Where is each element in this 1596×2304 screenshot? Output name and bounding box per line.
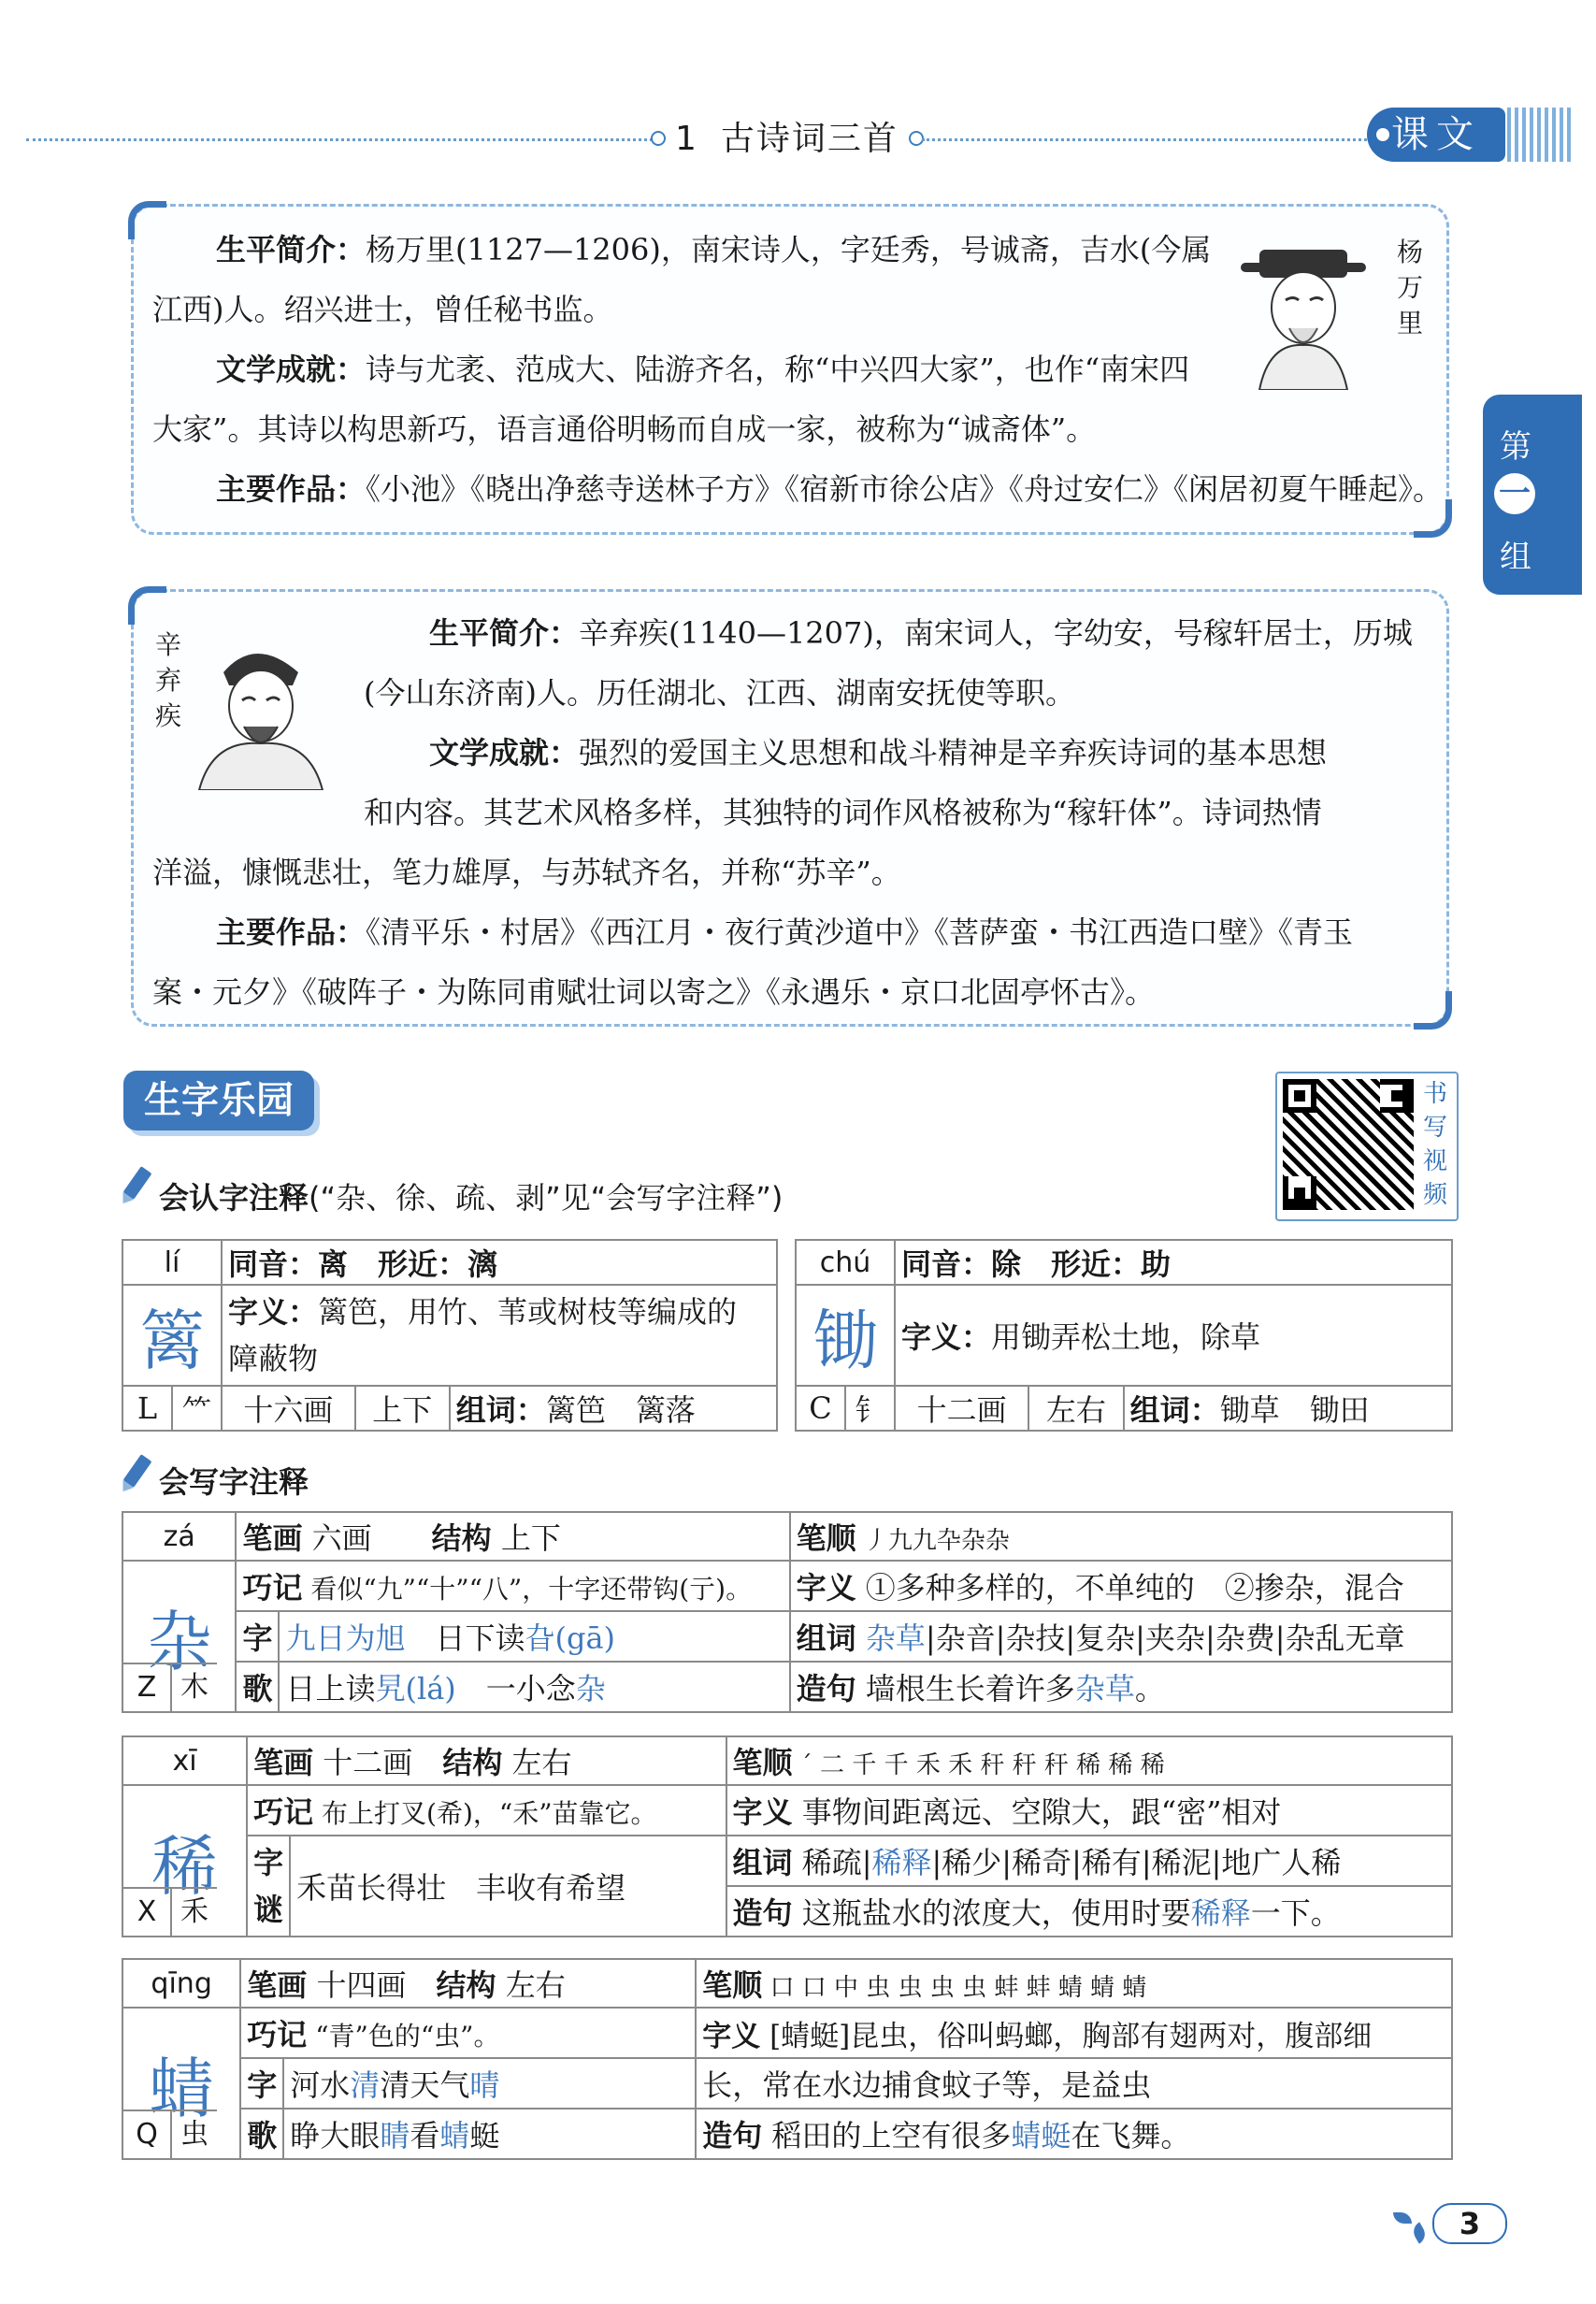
stroke-count: 十二画	[895, 1386, 1028, 1431]
qr-label: 书写视频	[1422, 1080, 1447, 1209]
initial: Q	[123, 2110, 172, 2158]
portrait-xin-qiji	[190, 626, 330, 790]
bio-life-line2: (今山东济南)人。历任湖北、江西、湖南安抚使等职。	[364, 675, 1075, 711]
header-rule-left	[26, 138, 658, 141]
write-card-xi	[122, 1735, 1453, 1937]
portrait-yang-wanli	[1241, 231, 1366, 390]
words: 组词 稀疏|稀释|稀少|稀奇|稀有|稀泥|地广人稀	[726, 1836, 1452, 1886]
strokes-structure: 笔画 六画 结构 上下	[236, 1512, 789, 1561]
stroke-order: 笔顺 丿九九卆杂杂	[790, 1512, 1452, 1561]
section-tab-kewen: 课文	[1367, 108, 1505, 162]
bio-life-line1: 生平简介：杨万里(1127—1206)，南宋诗人，字廷秀，号诚斋，吉水(今属	[216, 232, 1212, 267]
bio-xin-qiji	[131, 589, 1449, 1027]
write-heading: 会写字注释	[159, 1464, 309, 1500]
pinyin: chú	[796, 1240, 895, 1285]
bio-ach-line2: 和内容。其艺术风格多样，其独特的词作风格被称为“稼轩体”。诗词热情	[364, 795, 1322, 830]
words: 组词：锄草 锄田	[1124, 1386, 1452, 1431]
bio-ach-line3: 洋溢，慷慨悲壮，笔力雄厚，与苏轼齐名，并称“苏辛”。	[152, 855, 901, 890]
meaning: 字义 ①多种多样的，不单纯的 ②掺杂，混合	[790, 1561, 1452, 1611]
side-tab-pre: 第	[1500, 428, 1531, 466]
portrait-name-yang-wanli: 杨万里	[1396, 237, 1423, 338]
pinyin: lí	[122, 1240, 222, 1285]
memory-tip: 巧记 “青”色的“虫”。	[240, 2008, 696, 2058]
rhyme-line2: 日上读旯(lá) 一小念杂	[279, 1662, 789, 1712]
same-similar: 同音：离 形近：漓	[222, 1240, 777, 1285]
rhyme-label-ge: 歌	[240, 2109, 283, 2159]
pinyin: qīng	[122, 1959, 240, 2008]
big-character: 稀	[122, 1785, 247, 1937]
unit-side-tab	[1483, 395, 1582, 595]
initial: X	[123, 1887, 172, 1936]
rhyme-label-zi: 字	[236, 1611, 279, 1662]
bio-works-line2: 案・元夕》《破阵子・为陈同甫赋壮词以寄之》《永遇乐・京口北固亭怀古》。	[152, 974, 1156, 1010]
riddle-text: 禾苗长得壮 丰收有希望	[290, 1836, 726, 1937]
pencil-icon	[123, 1166, 152, 1200]
meaning: 字义：篱笆，用竹、苇或树枝等编成的 障蔽物	[222, 1285, 777, 1386]
rhyme-label-zi: 字	[240, 2058, 283, 2109]
radical: ⺮	[172, 1386, 222, 1431]
stroke-order: 笔顺 ˊ 二 千 千 禾 禾 秆 秆 秆 稀 稀 稀	[726, 1736, 1452, 1785]
qr-code-icon	[1283, 1079, 1414, 1210]
structure: 上下	[355, 1386, 450, 1431]
rhyme-line2: 睁大眼睛看蜻蜓	[283, 2109, 696, 2159]
recognize-card-chu	[795, 1239, 1453, 1432]
lesson-title	[675, 112, 921, 160]
sentence: 造句 墙根生长着许多杂草。	[790, 1662, 1452, 1712]
leaf-icon	[1393, 2212, 1412, 2224]
big-character: 锄	[796, 1285, 895, 1386]
pinyin: zá	[122, 1512, 236, 1561]
bio-ach-line2: 大家”。其诗以构思新巧，语言通俗明畅而自成一家，被称为“诚斋体”。	[152, 411, 1097, 447]
rhyme-line1: 九日为旭 日下读旮(gā)	[279, 1611, 789, 1662]
qr-code-video-link[interactable]	[1275, 1072, 1459, 1221]
bio-works-line1: 主要作品：《清平乐・村居》《西江月・夜行黄沙道中》《菩萨蛮・书江西造口壁》《青玉	[216, 914, 1354, 950]
radical: 木	[172, 1663, 217, 1711]
words: 组词 杂草|杂音|杂技|复杂|夹杂|杂费|杂乱无章	[790, 1611, 1452, 1662]
page-number: 3	[1432, 2203, 1507, 2244]
lesson-number: 1	[675, 120, 698, 158]
bio-life-line2: 江西)人。绍兴进士，曾任秘书监。	[152, 292, 613, 327]
words: 组词：篱笆 篱落	[450, 1386, 777, 1431]
meaning-cont: 长，常在水边捕食蚊子等，是益虫	[696, 2058, 1452, 2109]
memory-tip: 巧记 看似“九”“十”“八”，十字还带钩(亍)。	[236, 1561, 789, 1611]
rhyme-label-ge: 歌	[236, 1662, 279, 1712]
sentence: 造句 稻田的上空有很多蜻蜓在飞舞。	[696, 2109, 1452, 2159]
section-banner: 生字乐园	[123, 1071, 314, 1130]
strokes-structure: 笔画 十四画 结构 左右	[240, 1959, 696, 2008]
lesson-name: 古诗词三首	[720, 120, 899, 158]
header-rule-dot	[651, 131, 666, 146]
portrait-name-xin-qiji: 辛弃疾	[154, 629, 181, 731]
rhyme-line1: 河水清清天气晴	[283, 2058, 696, 2109]
radical: 禾	[172, 1887, 217, 1936]
recognize-card-li	[122, 1239, 778, 1432]
pencil-icon	[123, 1454, 152, 1488]
leaf-icon	[1410, 2222, 1429, 2243]
tab-stripe	[1507, 108, 1573, 162]
bio-ach-line1: 文学成就：诗与尤袤、范成大、陆游齐名，称“中兴四大家”，也作“南宋四	[216, 352, 1190, 387]
initial: Z	[123, 1663, 172, 1711]
side-tab-num: 一	[1494, 473, 1535, 514]
big-character: 蜻	[122, 2008, 240, 2159]
bio-yang-wanli	[131, 204, 1449, 535]
same-similar: 同音：除 形近：助	[895, 1240, 1452, 1285]
tab-dot	[1376, 128, 1389, 141]
riddle-labels: 字 谜	[247, 1836, 290, 1937]
corner-decoration	[128, 586, 166, 625]
side-tab-post: 组	[1500, 539, 1531, 576]
initial: C	[796, 1386, 845, 1431]
write-card-qing	[122, 1958, 1453, 2160]
write-card-za	[122, 1511, 1453, 1713]
sentence: 造句 这瓶盐水的浓度大，使用时要稀释一下。	[726, 1886, 1452, 1937]
meaning: 字义 [蜻蜓]昆虫，俗叫蚂螂，胸部有翅两对，腹部细	[696, 2008, 1452, 2058]
stroke-count: 十六画	[222, 1386, 355, 1431]
bio-ach-line1: 文学成就：强烈的爱国主义思想和战斗精神是辛弃疾诗词的基本思想	[429, 735, 1328, 770]
radical: 钅	[845, 1386, 895, 1431]
big-character: 篱	[122, 1285, 222, 1386]
bio-works-line1: 主要作品：《小池》《晓出净慈寺送林子方》《宿新市徐公店》《舟过安仁》《闲居初夏午睡起》。	[216, 471, 1444, 507]
meaning: 字义：用锄弄松土地，除草	[895, 1285, 1452, 1386]
bio-life-line1: 生平简介：辛弃疾(1140—1207)，南宋词人，字幼安，号稼轩居士，历城	[429, 615, 1413, 651]
corner-decoration	[1414, 991, 1452, 1030]
pinyin: xī	[122, 1736, 247, 1785]
memory-tip: 巧记 布上打叉(希)，“禾”苗靠它。	[247, 1785, 726, 1836]
header-rule-right	[922, 138, 1367, 141]
strokes-structure: 笔画 十二画 结构 左右	[247, 1736, 726, 1785]
structure: 左右	[1028, 1386, 1124, 1431]
big-character: 杂	[122, 1561, 236, 1712]
meaning: 字义 事物间距离远、空隙大，跟“密”相对	[726, 1785, 1452, 1836]
initial: L	[122, 1386, 172, 1431]
recognize-heading: 会认字注释(“杂、徐、疏、剥”见“会写字注释”)	[159, 1180, 784, 1216]
radical: 虫	[172, 2110, 217, 2158]
stroke-order: 笔顺 口 口 中 虫 虫 虫 虫 蚌 蚌 蜻 蜻 蜻	[696, 1959, 1452, 2008]
corner-decoration	[128, 201, 166, 239]
